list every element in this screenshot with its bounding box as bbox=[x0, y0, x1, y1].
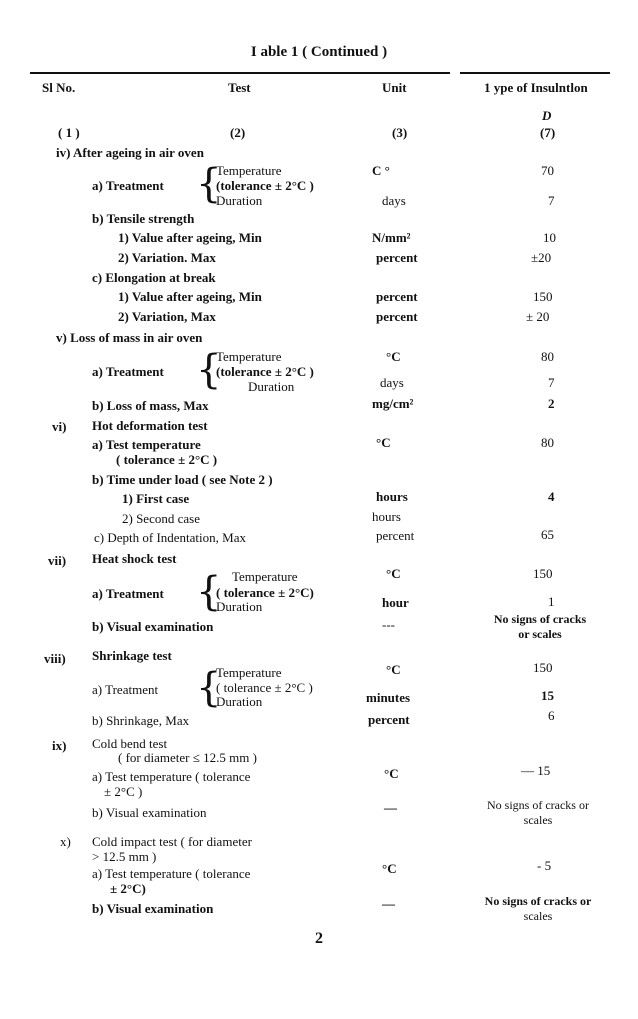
page-number: 2 bbox=[315, 930, 323, 947]
row-ix-title: Cold bend test bbox=[92, 736, 168, 751]
header-unit: Unit bbox=[382, 80, 407, 95]
row-x-number: x) bbox=[60, 834, 71, 849]
row-x-visual-val-line2: scales bbox=[523, 909, 553, 923]
row-vii-tolerance: ( tolerance ± 2°C) bbox=[216, 585, 314, 600]
brace: { bbox=[196, 161, 222, 207]
row-x-subtitle: > 12.5 mm ) bbox=[92, 849, 157, 864]
row-x-visual-unit: — bbox=[382, 896, 395, 911]
header-rule-right bbox=[460, 72, 610, 74]
row-vi-first-case: 1) First case bbox=[122, 491, 190, 506]
row-iv-tensile-variation: 2) Variation. Max bbox=[118, 250, 216, 265]
row-viii-shrinkage: b) Shrinkage, Max bbox=[92, 713, 190, 728]
row-v-duration: Duration bbox=[248, 379, 295, 394]
row-vi-second-case-unit: hours bbox=[372, 509, 401, 524]
row-viii-number: viii) bbox=[44, 651, 66, 666]
row-vi-time-under-load: b) Time under load ( see Note 2 ) bbox=[92, 472, 273, 487]
column-number-3: (3) bbox=[392, 125, 408, 140]
row-viii-value-duration: 15 bbox=[541, 688, 554, 703]
row-iv-elongation-value-val: 150 bbox=[533, 289, 553, 304]
row-ix-visual-val-line1: No signs of cracks or bbox=[487, 798, 589, 812]
row-ix-temp-val: — 15 bbox=[521, 763, 551, 778]
row-viii-unit-temp: °C bbox=[386, 662, 401, 677]
brace: { bbox=[196, 569, 222, 615]
row-iv-treatment: a) Treatment bbox=[92, 178, 164, 193]
table-title: I able 1 ( Continued ) bbox=[250, 44, 388, 60]
row-iv-value-duration: 7 bbox=[548, 193, 555, 208]
header-rule-left bbox=[30, 72, 450, 74]
row-ix-number: ix) bbox=[52, 738, 67, 753]
row-ix-temp-unit: °C bbox=[384, 766, 399, 781]
row-v-unit-duration: days bbox=[380, 375, 404, 390]
row-x-title: Cold impact test ( for diameter bbox=[92, 834, 252, 849]
row-iv-elongation-variation: 2) Variation, Max bbox=[118, 309, 216, 324]
row-iv-elongation: c) Elongation at break bbox=[92, 270, 216, 285]
row-x-tolerance: ± 2°C) bbox=[110, 881, 146, 896]
row-v-temperature: Temperature bbox=[216, 349, 282, 364]
row-iv-unit-duration: days bbox=[382, 193, 406, 208]
row-x-temp-unit: °C bbox=[382, 861, 397, 876]
row-vii-unit-duration: hour bbox=[382, 595, 409, 610]
row-iv-unit-temp: C ° bbox=[372, 163, 390, 178]
row-iv-tensile-variation-val: ±20 bbox=[531, 250, 552, 265]
row-vii-title: Heat shock test bbox=[92, 551, 177, 566]
row-ix-tolerance: ± 2°C ) bbox=[104, 784, 143, 799]
row-vii-visual-val-line1: No signs of cracks bbox=[493, 612, 587, 626]
row-viii-value-temp: 150 bbox=[533, 660, 553, 675]
row-vi-test-temperature: a) Test temperature bbox=[92, 437, 201, 452]
row-vi-first-case-unit: hours bbox=[376, 489, 408, 504]
row-iv-tensile-value: 1) Value after ageing, Min bbox=[118, 230, 262, 245]
row-v-value-duration: 7 bbox=[548, 375, 555, 390]
row-vi-depth-unit: percent bbox=[376, 528, 415, 543]
row-iv-tensile-strength: b) Tensile strength bbox=[92, 211, 195, 226]
row-iv-temperature: Temperature bbox=[216, 163, 282, 178]
column-number-2: (2) bbox=[230, 125, 246, 140]
row-v-title: v) Loss of mass in air oven bbox=[56, 330, 203, 345]
row-vi-first-case-val: 4 bbox=[548, 489, 555, 504]
row-vii-unit-temp: °C bbox=[386, 566, 401, 581]
row-iv-duration: Duration bbox=[216, 193, 263, 208]
header-type-d: D bbox=[542, 108, 552, 123]
row-viii-unit-duration: minutes bbox=[366, 690, 411, 705]
row-viii-temperature: Temperature bbox=[216, 665, 282, 680]
row-vii-duration: Duration bbox=[216, 599, 263, 614]
brace: { bbox=[196, 665, 222, 711]
brace: { bbox=[196, 347, 222, 393]
row-x-visual-val bbox=[458, 894, 618, 924]
row-iv-tensile-value-val: 10 bbox=[543, 230, 556, 245]
row-viii-shrinkage-unit: percent bbox=[368, 712, 410, 727]
row-vii-visual-val bbox=[470, 612, 610, 642]
row-vi-title: Hot deformation test bbox=[92, 418, 208, 433]
row-iv-elongation-variation-val: ± 20 bbox=[526, 309, 550, 324]
row-vi-number: vi) bbox=[52, 419, 67, 434]
row-iv-elongation-variation-unit: percent bbox=[376, 309, 418, 324]
header-test: Test bbox=[228, 80, 251, 95]
row-ix-visual-examination: b) Visual examination bbox=[92, 805, 207, 820]
row-vii-visual-examination: b) Visual examination bbox=[92, 619, 214, 634]
row-v-loss-of-mass-val: 2 bbox=[548, 396, 555, 411]
row-iv-elongation-value-unit: percent bbox=[376, 289, 418, 304]
row-viii-tolerance: ( tolerance ± 2°C ) bbox=[216, 680, 313, 695]
row-vi-temp-unit: °C bbox=[376, 435, 391, 450]
row-vi-temp-val: 80 bbox=[541, 435, 554, 450]
row-vii-visual-unit: --- bbox=[382, 617, 395, 632]
row-v-loss-of-mass-unit: mg/cm² bbox=[372, 396, 414, 411]
row-v-treatment: a) Treatment bbox=[92, 364, 164, 379]
row-x-temp-val: - 5 bbox=[537, 858, 552, 873]
row-viii-treatment: a) Treatment bbox=[92, 682, 159, 697]
row-iv-value-temp: 70 bbox=[541, 163, 554, 178]
row-viii-shrinkage-val: 6 bbox=[548, 708, 555, 723]
column-number-1: ( 1 ) bbox=[58, 125, 80, 140]
row-iv-tolerance: (tolerance ± 2°C ) bbox=[216, 178, 314, 193]
row-ix-visual-val bbox=[458, 798, 618, 828]
row-v-tolerance: (tolerance ± 2°C ) bbox=[216, 364, 314, 379]
header-sl-no: Sl No. bbox=[42, 80, 76, 95]
row-iv-tensile-value-unit: N/mm² bbox=[372, 230, 411, 245]
row-ix-subtitle: ( for diameter ≤ 12.5 mm ) bbox=[118, 750, 257, 765]
row-vii-temperature: Temperature bbox=[232, 569, 298, 584]
row-vii-value-duration: 1 bbox=[548, 594, 555, 609]
row-iv-elongation-value: 1) Value after ageing, Min bbox=[118, 289, 262, 304]
row-vii-treatment: a) Treatment bbox=[92, 586, 164, 601]
row-v-unit-temp: °C bbox=[386, 349, 401, 364]
row-x-visual-examination: b) Visual examination bbox=[92, 901, 214, 916]
row-vii-visual-val-line2: or scales bbox=[518, 627, 562, 641]
row-ix-test-temperature: a) Test temperature ( tolerance bbox=[92, 769, 251, 784]
row-ix-visual-val-line2: scales bbox=[523, 813, 553, 827]
row-ix-visual-unit: — bbox=[384, 800, 397, 815]
header-type-of-insulation: 1 ype of Insulntlon bbox=[484, 80, 588, 95]
row-v-loss-of-mass: b) Loss of mass, Max bbox=[92, 398, 209, 413]
row-vii-value-temp: 150 bbox=[533, 566, 553, 581]
row-v-value-temp: 80 bbox=[541, 349, 554, 364]
row-vi-second-case: 2) Second case bbox=[122, 511, 200, 526]
row-vi-depth-indentation: c) Depth of Indentation, Max bbox=[94, 530, 246, 545]
row-iv-title: iv) After ageing in air oven bbox=[56, 145, 204, 160]
row-vii-number: vii) bbox=[48, 553, 67, 568]
row-viii-title: Shrinkage test bbox=[92, 648, 172, 663]
row-x-visual-val-line1: No signs of cracks or bbox=[484, 894, 592, 908]
column-number-4: (7) bbox=[540, 125, 556, 140]
row-vi-depth-val: 65 bbox=[541, 527, 554, 542]
row-iv-tensile-variation-unit: percent bbox=[376, 250, 418, 265]
row-viii-duration: Duration bbox=[216, 694, 263, 709]
row-vi-tolerance: ( tolerance ± 2°C ) bbox=[116, 452, 218, 467]
row-x-test-temperature: a) Test temperature ( tolerance bbox=[92, 866, 251, 881]
